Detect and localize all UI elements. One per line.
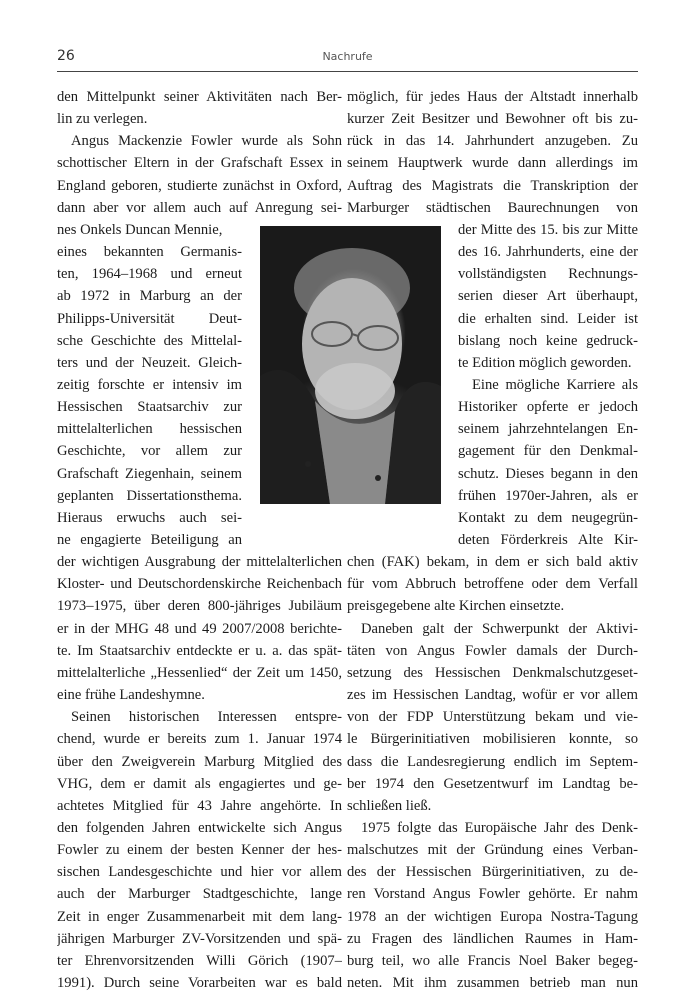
text-line: zes im Hessischen Landtag, wofür er vor allem [347, 687, 638, 704]
text-line: ren Vorstand Angus Fowler gehörte. Er nahm [347, 886, 638, 903]
text-line: Philipps-Universität Deut- [57, 310, 242, 327]
text-line: Fowler zu einem der besten Kenner der hes- [57, 842, 342, 859]
text-line: schließen ließ. [347, 797, 432, 814]
text-line: achtetes Mitglied für 43 Jahre angehörte. In [57, 797, 342, 814]
text-line: für vom Abbruch betroffene oder dem Verfall [347, 576, 638, 593]
header-rule [57, 71, 638, 72]
text-line: eines bekannten Germanis- [57, 244, 242, 261]
text-line: schottischer Eltern in der Grafschaft Essex in [57, 155, 342, 172]
text-line: le Bürgerinitiativen mobilisieren konnte, so [347, 731, 638, 748]
text-line: mittelalterlichen hessischen [57, 421, 242, 438]
text-line: eine frühe Landeshymne. [57, 687, 205, 704]
text-line: VHG, dem er damit als engagiertes und ge- [57, 775, 342, 792]
text-line: auch der Marburger Stadtgeschichte, lange [57, 886, 342, 903]
text-line: Historiker opferte er jedoch [458, 399, 638, 416]
text-line: zu Fragen des ländlichen Raumes in Ham- [347, 930, 638, 947]
text-line: kurzer Zeit Besitzer und Bewohner oft bis zu- [347, 111, 638, 128]
page-number: 26 [57, 48, 75, 64]
text-line: serien dieser Art überhaupt, [458, 288, 638, 305]
text-line: 1991). Durch seine Vorarbeiten war es bald [57, 975, 342, 991]
text-line: Grafschaft Ziegenhain, seinem [57, 465, 242, 482]
text-line: des der Hessischen Bürgerinitiativen, zu de- [347, 864, 638, 881]
text-line: burg teil, wo alle Francis Noel Baker begeg- [347, 952, 638, 969]
text-line: te Edition möglich geworden. [458, 354, 632, 371]
text-line: des 16. Jahrhunderts, eine der [458, 244, 638, 261]
text-line: sischen Landesgeschichte und hier vor allem [57, 864, 342, 881]
page-header [57, 48, 638, 72]
text-line: Auftrag des Magistrats die Transkription der [347, 177, 638, 194]
text-line: ters und der Neuzeit. Gleich- [57, 354, 242, 371]
text-line: Angus Mackenzie Fowler wurde als Sohn [71, 133, 342, 150]
text-line: nes Onkels Duncan Mennie, [57, 221, 223, 238]
text-line: deten Förderkreis Alte Kir- [458, 532, 638, 548]
text-line: gagement für den Denkmal- [458, 443, 638, 460]
text-line: bislang noch keine gedruck- [458, 332, 638, 349]
text-line: den Mittelpunkt seiner Aktivitäten nach Ber- [57, 89, 342, 105]
text-line: Daneben galt der Schwerpunkt der Aktivi- [361, 620, 638, 637]
text-line: zeitig forschte er intensiv im [57, 376, 242, 393]
text-line: jährigen Marburger ZV-Vorsitzenden und spä- [57, 930, 342, 947]
text-line: seinem jahrzehntelangen En- [458, 421, 638, 438]
text-line: der wichtigen Ausgrabung der mittelalterlichen [57, 554, 342, 571]
text-line: die erhalten sind. Leider ist [458, 310, 638, 327]
text-line: Zeit in enger Zusammenarbeit mit dem lang- [57, 908, 342, 925]
text-line: England geboren, studierte zunächst in Oxford, [57, 177, 342, 194]
text-line: chen (FAK) bekam, in dem er sich bald aktiv [347, 554, 638, 571]
text-line: sche Geschichte des Mittelal- [57, 332, 242, 349]
text-line: seinem Hauptwerk wurde dann allerdings im [347, 155, 638, 172]
text-line: mittelalterliche „Hessenlied“ der Zeit um 1450, [57, 664, 342, 681]
text-line: ne engagierte Beteiligung an [57, 532, 242, 548]
running-title: Nachrufe [322, 50, 373, 63]
text-line: 1978 an der wichtigen Europa Nostra-Tagung [347, 908, 638, 925]
portrait-image-icon [260, 226, 441, 504]
text-line: dann aber vor allem auch auf Anregung sei- [57, 199, 342, 216]
text-line: den folgenden Jahren entwickelte sich Angus [57, 819, 342, 836]
text-line: von der FDP Unterstützung bekam und vie- [347, 709, 638, 726]
text-line: Geschichte, vor allem zur [57, 443, 242, 460]
text-line: Eine mögliche Karriere als [472, 376, 638, 393]
text-line: Seinen historischen Interessen entspre- [71, 709, 342, 726]
text-line: über den Zweigverein Marburg Mitglied des [57, 753, 342, 770]
text-line: setzung des Hessischen Denkmalschutzgeset- [347, 664, 638, 681]
text-line: chend, wurde er bereits zum 1. Januar 1974 [57, 731, 342, 748]
text-line: er in der MHG 48 und 49 2007/2008 berichte- [57, 620, 342, 637]
text-line: preisgegebene alte Kirchen einsetzte. [347, 598, 565, 615]
text-line: der Mitte des 15. bis zur Mitte [458, 221, 638, 238]
text-line: Kontakt zu dem neugegrün- [458, 509, 638, 526]
text-line: geplanten Dissertationsthema. [57, 487, 242, 504]
text-line: frühen 1970er-Jahren, als er [458, 487, 638, 504]
text-line: ter Ehrenvorsitzenden Willi Görich (1907– [57, 952, 342, 969]
text-line: täten von Angus Fowler damals der Durch- [347, 642, 638, 659]
text-line: dass die Landesregierung endlich im Septem- [347, 753, 638, 770]
text-line: ber 1974 den Gesetzentwurf im Landtag be- [347, 775, 638, 792]
text-line: möglich, für jedes Haus der Altstadt innerhalb [347, 89, 638, 105]
text-line: Kloster- und Deutschordenskirche Reichenbach [57, 576, 342, 593]
text-line: schutz. Dieses begann in den [458, 465, 638, 482]
text-line: ab 1972 in Marburg an der [57, 288, 242, 305]
text-line: lin zu verlegen. [57, 111, 148, 128]
text-line: Marburger städtischen Baurechnungen von [347, 199, 638, 216]
text-line: rück in das 14. Jahrhundert anzugeben. Zu [347, 133, 638, 150]
text-line: 1975 folgte das Europäische Jahr des Denk- [361, 819, 638, 836]
text-line: neten. Mit ihm zusammen betrieb man nun [347, 975, 638, 991]
text-line: Hieraus erwuchs auch sei- [57, 509, 242, 526]
text-line: ten, 1964–1968 und erneut [57, 266, 242, 283]
text-line: vollständigsten Rechnungs- [458, 266, 638, 283]
text-line: Hessischen Staatsarchiv zur [57, 399, 242, 416]
text-line: te. Im Staatsarchiv entdeckte er u. a. das spät- [57, 642, 342, 659]
text-line: malschutzes mit der Gründung eines Verban- [347, 842, 638, 859]
text-line: 1973–1975, über deren 800-jähriges Jubiläum [57, 598, 342, 615]
portrait-photo [260, 226, 441, 504]
